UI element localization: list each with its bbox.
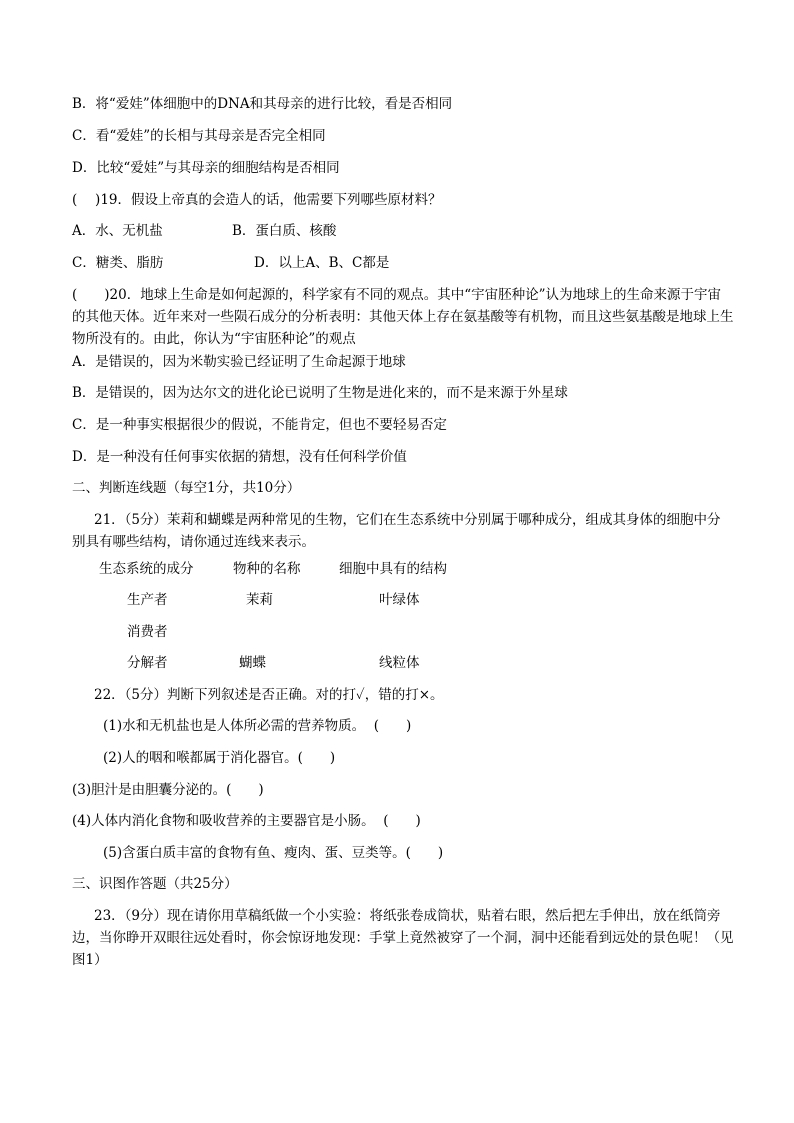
- q19-stem: ( )19．假设上帝真的会造人的话，他需要下列哪些原材料？: [72, 192, 442, 208]
- q20-option-c: C．是一种事实根据很少的假说，不能肯定，但也不要轻易否定: [72, 417, 447, 433]
- q22-item-3: (3)胆汁是由胆囊分泌的。( ): [72, 782, 264, 798]
- q22-item-4: (4)人体内消化食物和吸收营养的主要器官是小肠。 ( ): [72, 813, 421, 829]
- q23-stem: 23．（9分）现在请你用草稿纸做一个小实验：将纸张卷成筒状，贴着右眼，然后把左手伸出，放在纸筒旁边，当你睁开双眼往远处看时，你会惊讶地发现：手掌上竟然被穿了一个洞，洞中还能看到远处的景色呢！（见图1）: [72, 908, 734, 968]
- q18-option-b: B．将“爱娃”体细胞中的DNA和其母亲的进行比较，看是否相同: [72, 96, 453, 112]
- q20-option-d: D．是一种没有任何事实依据的猜想，没有任何科学价值: [72, 449, 407, 465]
- q18-option-c: C．看“爱娃”的长相与其母亲是否完全相同: [72, 128, 326, 144]
- q19-option-a: A．水、无机盐: [72, 223, 163, 239]
- match-header-species: 物种的名称: [233, 561, 301, 577]
- q18-option-d: D．比较“爱娃”与其母亲的细胞结构是否相同: [72, 160, 340, 176]
- q22-item-2: (2)人的咽和喉都属于消化器官。( ): [103, 750, 336, 766]
- match-header-component: 生态系统的成分: [99, 561, 194, 577]
- q20-option-a: A．是错误的，因为米勒实验已经证明了生命起源于地球: [72, 354, 406, 370]
- q21-stem: 21．（5分）茉莉和蝴蝶是两种常见的生物，它们在生态系统中分别属于哪种成分，组成其身体的细胞中分别具有哪些结构，请你通过连线来表示。: [72, 512, 721, 550]
- section-3-heading: 三、识图作答题（共25分）: [72, 876, 238, 892]
- q20-option-b: B．是错误的，因为达尔文的进化论已说明了生物是进化来的，而不是来源于外星球: [72, 385, 568, 401]
- match-header-structure: 细胞中具有的结构: [339, 561, 447, 577]
- section-2-heading: 二、判断连线题（每空1分，共10分）: [72, 480, 301, 496]
- match-consumer: 消费者: [127, 624, 168, 640]
- q22-stem: 22．（5分）判断下列叙述是否正确。对的打✓，错的打×。: [94, 687, 444, 703]
- match-butterfly: 蝴蝶: [239, 655, 266, 671]
- q22-item-5: (5)含蛋白质丰富的食物有鱼、瘦肉、蛋、豆类等。( ): [103, 845, 444, 861]
- q22-item-1: (1)水和无机盐也是人体所必需的营养物质。 ( ): [103, 718, 412, 734]
- match-chloroplast: 叶绿体: [379, 592, 420, 608]
- match-decomposer: 分解者: [127, 655, 168, 671]
- q19-option-c: C．糖类、脂肪: [72, 255, 164, 271]
- match-jasmine: 茉莉: [246, 592, 273, 608]
- q20-stem: ( )20．地球上生命是如何起源的，科学家有不同的观点。其中“宇宙胚种论”认为地球上的生命来源于宇宙的其他天体。近年来对一些陨石成分的分析表明：其他天体上存在氨基酸等有机物，而且这些氨基酸是地球上生物所没有的。由此，你认为“宇宙胚种论”的观点: [72, 287, 734, 347]
- q19-option-d: D．以上A、B、C都是: [254, 255, 390, 271]
- match-producer: 生产者: [127, 592, 168, 608]
- match-mitochondria: 线粒体: [379, 655, 420, 671]
- q19-option-b: B．蛋白质、核酸: [232, 223, 337, 239]
